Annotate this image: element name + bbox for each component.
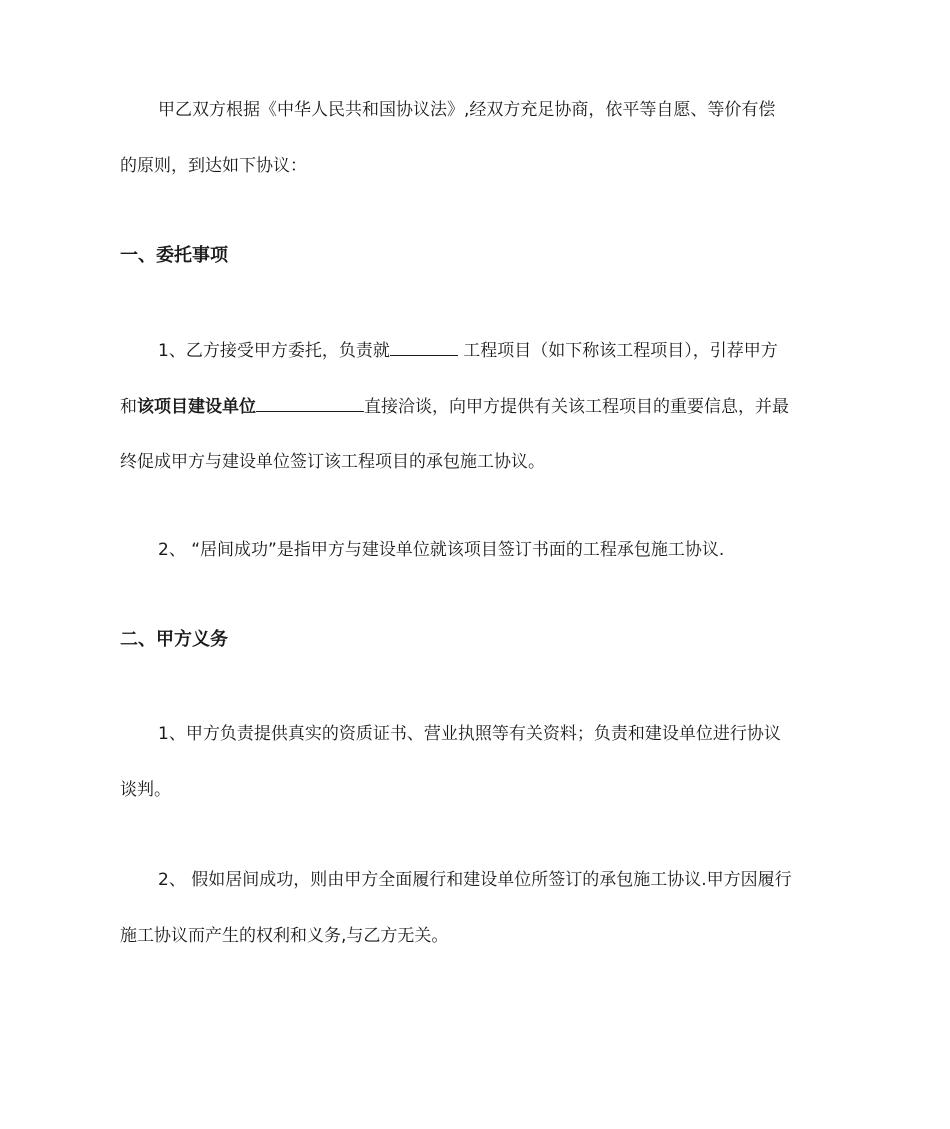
project-name-blank[interactable] <box>390 338 458 356</box>
section-2-item-1-line-2: 谈判。 <box>120 780 171 800</box>
construction-unit-blank[interactable] <box>256 394 364 412</box>
intro-line-2: 的原则，到达如下协议： <box>120 156 307 176</box>
section-2-item-1-line-1: 1、甲方负责提供真实的资质证书、营业执照等有关资料；负责和建设单位进行协议 <box>158 724 781 744</box>
item-1-text-a: 1、乙方接受甲方委托，负责就 <box>158 341 390 361</box>
section-2-heading: 二、甲方义务 <box>120 629 228 650</box>
item-1-line-2-suffix: 直接洽谈，向甲方提供有关该工程项目的重要信息，并最 <box>364 397 789 417</box>
construction-unit-label: 该项目建设单位 <box>137 397 256 417</box>
section-2-item-2-line-2: 施工协议而产生的权利和义务,与乙方无关。 <box>120 926 449 946</box>
section-1-item-2: 2、 “居间成功”是指甲方与建设单位就该项目签订书面的工程承包施工协议. <box>158 540 725 560</box>
item-1-line-2-prefix: 和 <box>120 397 137 417</box>
section-1-item-1-line-3: 终促成甲方与建设单位签订该工程项目的承包施工协议。 <box>120 452 545 472</box>
section-1-item-1-line-1 <box>158 338 870 363</box>
section-2-item-2-line-1: 2、 假如居间成功，则由甲方全面履行和建设单位所签订的承包施工协议.甲方因履行 <box>158 870 792 890</box>
section-1-item-1-line-2 <box>120 394 832 419</box>
section-1-heading: 一、委托事项 <box>120 245 228 266</box>
item-1-text-b: 工程项目（如下称该工程项目），引荐甲方 <box>457 341 778 361</box>
intro-line-1: 甲乙双方根据《中华人民共和国协议法》,经双方充足协商，依平等自愿、等价有偿 <box>158 100 776 120</box>
